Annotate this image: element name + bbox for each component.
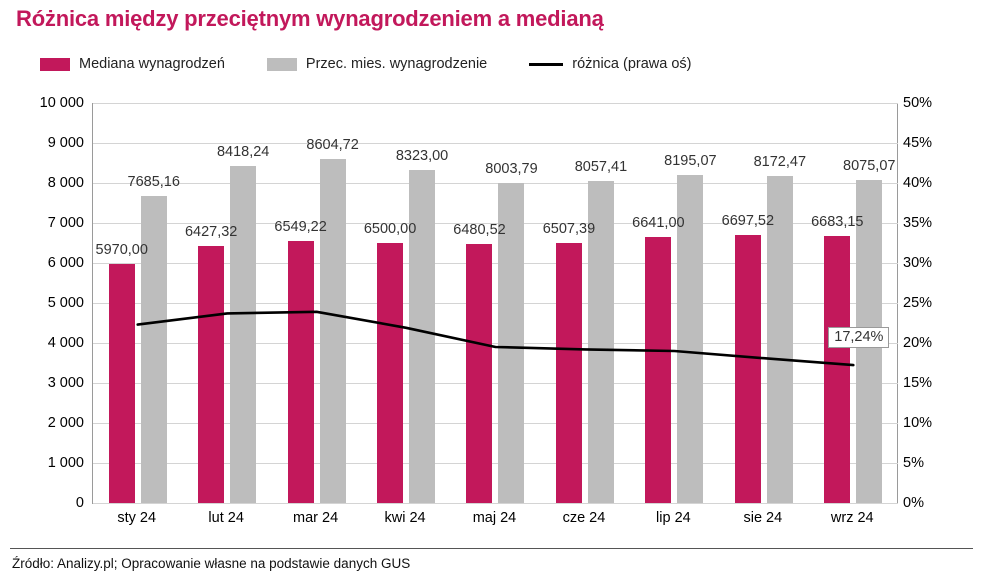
- legend-difference[interactable]: [529, 56, 691, 72]
- difference-line: [93, 103, 898, 503]
- y-tick-label-left: 0: [75, 495, 84, 511]
- y-tick-label-left: 9 000: [47, 135, 84, 151]
- x-tick-label: lip 24: [656, 510, 691, 526]
- x-tick-label: kwi 24: [384, 510, 426, 526]
- bar-value-label-median: 6549,22: [274, 219, 327, 236]
- legend-label: Mediana wynagrodzeń: [79, 56, 225, 72]
- x-tick-label: cze 24: [562, 510, 606, 526]
- x-tick-label: mar 24: [293, 510, 339, 526]
- y-tick-label-right: 50%: [903, 95, 933, 111]
- legend-swatch-icon: [40, 58, 70, 71]
- chart-legend: [40, 52, 900, 76]
- bar-value-label-median: 6697,52: [721, 213, 775, 230]
- bar-value-label-median: 6480,52: [453, 221, 506, 238]
- bar-value-label-average: 8172,47: [753, 154, 807, 171]
- y-tick-label-left: 4 000: [47, 335, 84, 351]
- y-tick-label-right: 10%: [903, 415, 933, 431]
- bar-value-label-average: 8195,07: [664, 153, 717, 170]
- bar-value-label-average: 8418,24: [216, 144, 270, 161]
- bar-value-label-median: 6507,39: [542, 220, 596, 237]
- bar-value-label-average: 8604,72: [306, 136, 359, 153]
- y-tick-label-right: 25%: [903, 295, 933, 311]
- y-tick-label-right: 20%: [903, 335, 933, 351]
- y-tick-label-right: 5%: [903, 455, 924, 471]
- y-tick-label-right: 15%: [903, 375, 933, 391]
- x-tick-label: lut 24: [208, 510, 244, 526]
- annotation-callout: 17,24%: [828, 327, 889, 348]
- bar-value-label-median: 5970,00: [95, 242, 148, 259]
- legend-label: Przec. mies. wynagrodzenie: [305, 56, 488, 72]
- bar-value-label-median: 6683,15: [811, 213, 864, 230]
- plot-area: [92, 103, 898, 504]
- difference-line-path: [138, 312, 854, 365]
- gridline: [93, 503, 898, 504]
- legend-median[interactable]: [40, 56, 225, 72]
- bar-value-label-average: 8075,07: [843, 157, 896, 174]
- x-tick-label: wrz 24: [830, 510, 874, 526]
- x-tick-label: sie 24: [743, 510, 783, 526]
- x-tick-label: maj 24: [472, 510, 517, 526]
- footer-divider: [10, 548, 973, 549]
- y-tick-label-right: 30%: [903, 255, 933, 271]
- bar-value-label-median: 6641,00: [632, 215, 685, 232]
- bar-value-label-median: 6500,00: [363, 221, 417, 237]
- y-tick-label-left: 1 000: [47, 455, 84, 471]
- legend-line-icon: [529, 63, 563, 66]
- legend-average[interactable]: [267, 56, 487, 72]
- y-tick-label-right: 0%: [903, 495, 924, 511]
- bar-value-label-average: 8057,41: [574, 158, 628, 175]
- bar-value-label-average: 8003,79: [485, 160, 538, 177]
- y-tick-label-left: 7 000: [47, 215, 84, 231]
- legend-label: różnica (prawa oś): [572, 56, 692, 72]
- y-tick-label-left: 10 000: [39, 95, 84, 111]
- y-tick-label-right: 45%: [903, 135, 933, 151]
- legend-swatch-icon: [267, 58, 297, 71]
- bar-value-label-median: 6427,32: [184, 223, 238, 240]
- y-axis-left: [0, 95, 84, 511]
- page-title: Różnica między przeciętnym wynagrodzeniem a medianą: [16, 6, 604, 31]
- y-tick-label-left: 6 000: [47, 255, 84, 271]
- y-axis-right: [903, 95, 977, 511]
- source-note: Źródło: Analizy.pl; Opracowanie własne na podstawie danych GUS: [12, 556, 411, 571]
- x-tick-label: sty 24: [117, 510, 157, 526]
- bar-value-label-average: 7685,16: [127, 173, 180, 190]
- y-tick-label-left: 3 000: [47, 375, 84, 391]
- y-tick-label-right: 40%: [903, 175, 933, 191]
- bar-value-label-average: 8323,00: [395, 148, 449, 165]
- y-tick-label-right: 35%: [903, 215, 933, 231]
- y-tick-label-left: 5 000: [47, 295, 84, 311]
- y-tick-label-left: 8 000: [47, 175, 84, 191]
- y-tick-label-left: 2 000: [47, 415, 84, 431]
